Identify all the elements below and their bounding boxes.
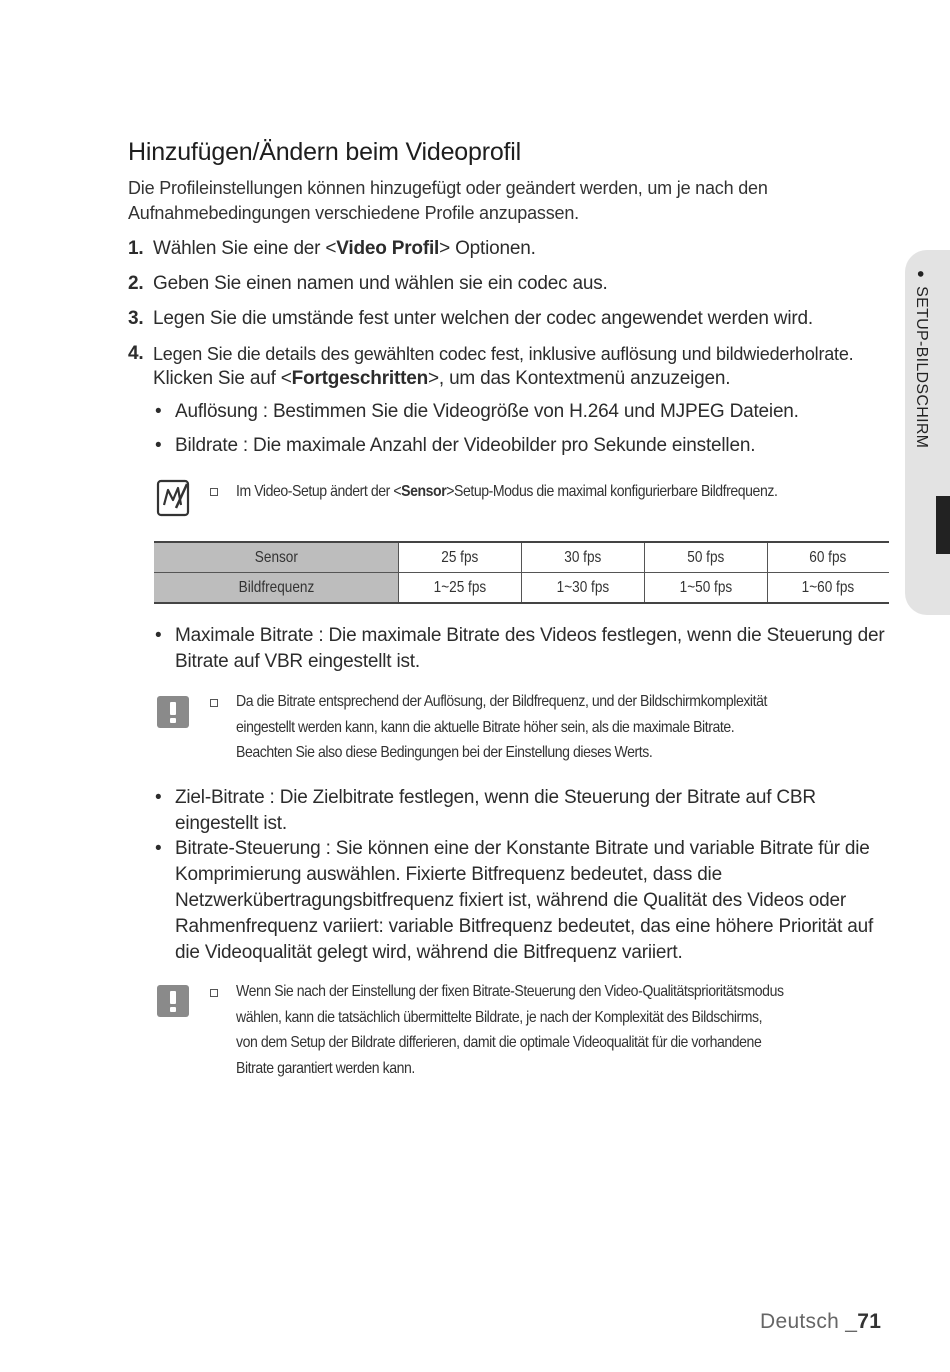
bullet-text: Auflösung : Bestimmen Sie die Videogröße von H.264 und MJPEG Dateien. xyxy=(175,401,799,422)
bullet-icon: • xyxy=(155,625,162,646)
step-number: 4. xyxy=(128,343,144,364)
step-text: > Optionen. xyxy=(439,238,536,259)
step-text: Klicken Sie auf < xyxy=(153,368,292,389)
menu-reference: Video Profil xyxy=(336,238,440,259)
table-row xyxy=(154,573,889,604)
step-number: 1. xyxy=(128,238,144,259)
step-text: >, um das Kontextmenü anzuzeigen. xyxy=(428,368,731,389)
caution-text: Wenn Sie nach der Einstellung der fixen Bitrate-Steuerung den Video-Qualitätsprioritätsmodus wählen, kann die tatsächlich übermittelte Bildrate, je nach der Komplexität des Bildschirms, von dem Setup der Bildrate differieren, damit die optimale Videoqualität für die vorhandene Bitrate garantiert werden kann. xyxy=(236,983,784,1077)
bullet-icon: • xyxy=(155,401,162,422)
bullet-text: Bildrate : Die maximale Anzahl der Videobilder pro Sekunde einstellen. xyxy=(175,435,756,456)
table-header-cell: Bildfrequenz xyxy=(154,573,399,604)
bullet-icon: • xyxy=(155,787,162,808)
note-square-icon xyxy=(210,488,218,496)
step-text: Geben Sie einen namen und wählen sie ein codec aus. xyxy=(153,273,608,294)
step-text: Wählen Sie eine der < xyxy=(153,238,337,259)
table-cell: 1~60 fps xyxy=(767,573,889,604)
step-text: Legen Sie die details des gewählten codec fest, inklusive auflösung und bildwiederholrate. xyxy=(153,344,854,364)
menu-reference: Fortgeschritten xyxy=(291,368,429,389)
caution-icon xyxy=(157,696,189,728)
note-square-icon xyxy=(210,989,218,997)
page-number: 71 xyxy=(857,1310,882,1333)
table-row xyxy=(154,542,889,573)
note-text: Im Video-Setup ändert der <Sensor>Setup-Modus die maximal konfigurierbare Bildfrequenz. xyxy=(236,483,778,500)
table-cell: 50 fps xyxy=(644,542,767,573)
sensor-framerate-table xyxy=(154,541,889,604)
bullet-text: Maximale Bitrate : Die maximale Bitrate des Videos festlegen, wenn die Steuerung der Bitrate auf VBR eingestellt ist. xyxy=(175,625,885,672)
bullet-text: Ziel-Bitrate : Die Zielbitrate festlegen, wenn die Steuerung der Bitrate auf CBR eingestellt ist. xyxy=(175,787,816,834)
caution-text: Da die Bitrate entsprechend der Auflösung, der Bildfrequenz, und der Bildschirmkomplexität eingestellt werden kann, kann die aktuelle Bitrate höher sein, als die maximale Bitrate. Beachten Sie also diese Bedingungen bei der Einstellung dieses Werts. xyxy=(236,693,767,761)
menu-reference: Sensor xyxy=(401,483,447,500)
table-cell: 1~30 fps xyxy=(521,573,644,604)
section-label: ●SETUP-BILDSCHIRM xyxy=(913,270,930,449)
table-cell: 1~25 fps xyxy=(399,573,522,604)
table-cell: 60 fps xyxy=(767,542,889,573)
section-marker xyxy=(936,496,950,554)
step-number: 3. xyxy=(128,308,144,329)
intro-paragraph: Die Profileinstellungen können hinzugefügt oder geändert werden, um je nach den Aufnahmebedingungen verschiedene Profile anzupassen. xyxy=(128,178,768,223)
bullet-text: Bitrate-Steuerung : Sie können eine der Konstante Bitrate und variable Bitrate für die Komprimierung auswählen. Fixierte Bitfrequenz bedeutet, dass die Netzwerkübertragungsbitfrequenz fixiert ist, während die Qualität des Videos oder Rahmenfrequenz variiert: variable Bitfrequenz bedeutet, das eine höhere Priorität auf die Videoqualität gelegt wird, während die Bitfrequenz variiert. xyxy=(175,838,874,963)
page-footer xyxy=(760,1310,881,1334)
table-header-cell: Sensor xyxy=(154,542,399,573)
bullet-icon: • xyxy=(155,435,162,456)
table-cell: 1~50 fps xyxy=(644,573,767,604)
note-square-icon xyxy=(210,699,218,707)
table-cell: 30 fps xyxy=(521,542,644,573)
table-cell: 25 fps xyxy=(399,542,522,573)
memo-icon xyxy=(156,478,192,518)
step-text: Legen Sie die umstände fest unter welchen der codec angewendet werden wird. xyxy=(153,308,813,329)
step-number: 2. xyxy=(128,273,144,294)
bullet-icon: • xyxy=(155,838,162,859)
caution-icon xyxy=(157,985,189,1017)
footer-language: Deutsch _ xyxy=(760,1310,858,1333)
page-title: Hinzufügen/Ändern beim Videoprofil xyxy=(128,138,521,166)
